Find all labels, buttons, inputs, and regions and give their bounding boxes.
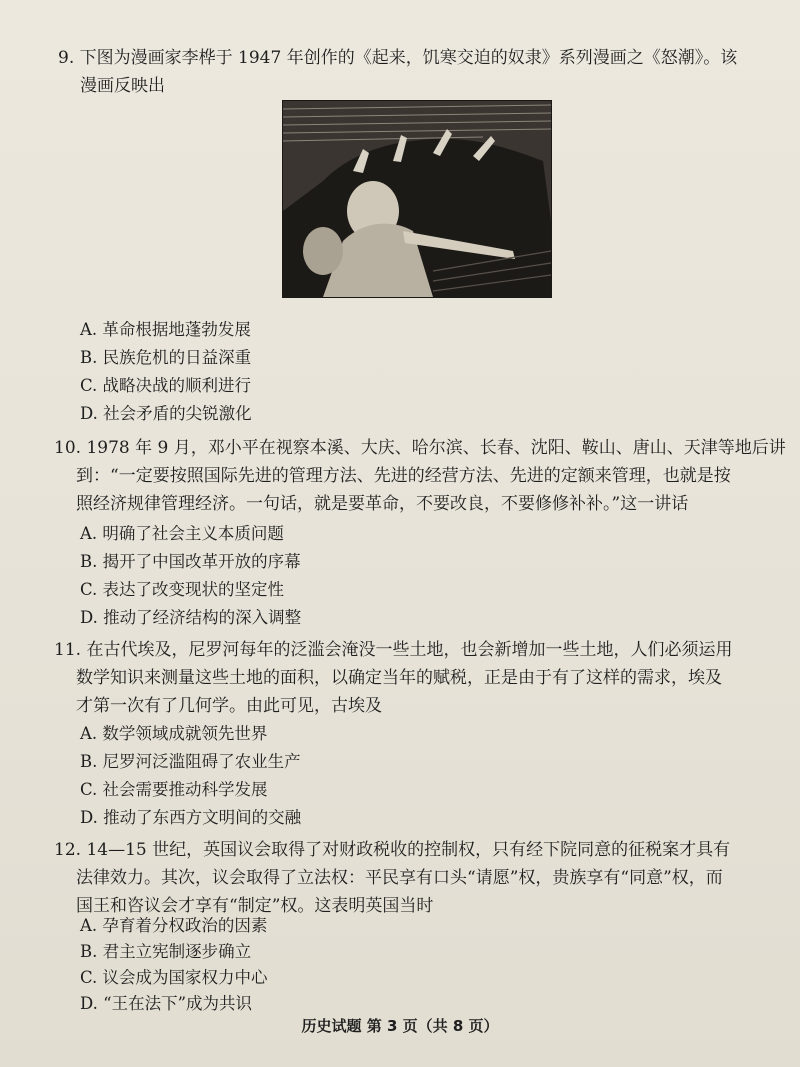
question-stem-line: 12. 14—15 世纪，英国议会取得了对财政税收的控制权，只有经下院同意的征税案才具有 (54, 840, 731, 860)
question-11 (54, 636, 774, 720)
option-a[interactable]: A. 孕育着分权政治的因素 (80, 916, 268, 935)
option-b[interactable]: B. 尼罗河泛滥阻碍了农业生产 (80, 752, 301, 771)
question-12 (54, 836, 774, 920)
option-d[interactable]: D. 推动了经济结构的深入调整 (80, 608, 302, 627)
question-stem-line: 国王和咨议会才享有“制定”权。这表明英国当时 (76, 896, 434, 916)
question-stem-line: 11. 在古代埃及，尼罗河每年的泛滥会淹没一些土地，也会新增加一些土地，人们必须运用 (54, 640, 733, 660)
option-b[interactable]: B. 君主立宪制逐步确立 (80, 942, 252, 961)
question-10 (54, 434, 786, 518)
page-footer: 历史试题 第 3 页（共 8 页） (301, 1017, 499, 1035)
option-a[interactable]: A. 革命根据地蓬勃发展 (80, 320, 251, 339)
question-9 (58, 44, 778, 100)
option-d[interactable]: D. “王在法下”成为共识 (80, 994, 253, 1013)
option-d[interactable]: D. 社会矛盾的尖锐激化 (80, 404, 252, 423)
option-c[interactable]: C. 战略决战的顺利进行 (80, 376, 252, 395)
question-stem-line: 漫画反映出 (80, 76, 165, 96)
option-c[interactable]: C. 议会成为国家权力中心 (80, 968, 268, 987)
option-a[interactable]: A. 数学领域成就领先世界 (80, 724, 268, 743)
question-stem-line: 数学知识来测量这些土地的面积，以确定当年的赋税，正是由于有了这样的需求，埃及 (76, 668, 722, 688)
option-a[interactable]: A. 明确了社会主义本质问题 (80, 524, 284, 543)
question-stem-line: 9. 下图为漫画家李桦于 1947 年创作的《起来，饥寒交迫的奴隶》系列漫画之《怒潮》。该 (58, 48, 738, 68)
option-b[interactable]: B. 揭开了中国改革开放的序幕 (80, 552, 301, 571)
option-c[interactable]: C. 表达了改变现状的坚定性 (80, 580, 285, 599)
question-stem-line: 法律效力。其次，议会取得了立法权：平民享有口头“请愿”权，贵族享有“同意”权，而 (76, 868, 723, 888)
option-c[interactable]: C. 社会需要推动科学发展 (80, 780, 268, 799)
question-stem-line: 照经济规律管理经济。一句话，就是要革命，不要改良，不要修修补补。”这一讲话 (76, 494, 689, 514)
option-d[interactable]: D. 推动了东西方文明间的交融 (80, 808, 302, 827)
question-stem-line: 10. 1978 年 9 月，邓小平在视察本溪、大庆、哈尔滨、长春、沈阳、鞍山、唐山、天津等地后讲 (54, 438, 786, 458)
question-stem-line: 才第一次有了几何学。由此可见，古埃及 (76, 696, 382, 716)
woodcut-cartoon-image (282, 100, 552, 298)
option-b[interactable]: B. 民族危机的日益深重 (80, 348, 252, 367)
question-stem-line: 到：“一定要按照国际先进的管理方法、先进的经营方法、先进的定额来管理，也就是按 (76, 466, 731, 486)
